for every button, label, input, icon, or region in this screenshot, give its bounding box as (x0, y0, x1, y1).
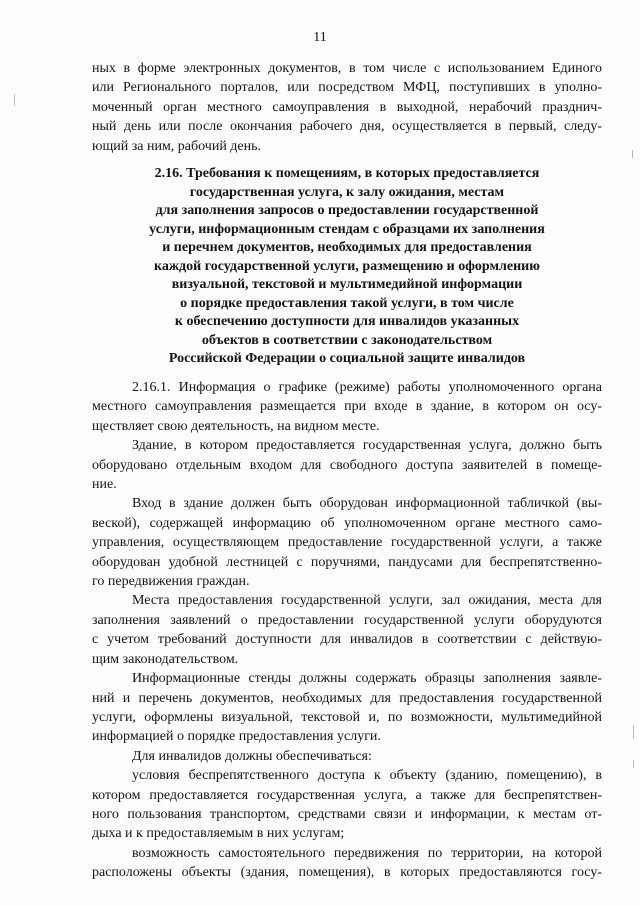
text-line: оборудован удобной лестницей с поручнями, пандусами для беспрепятственно- (92, 554, 602, 570)
text-line: управления, осуществляющем предоставление государственной услуги, а также (92, 535, 602, 551)
text-line: 2.16.1. Информация о графике (режиме) работы уполномоченного органа (132, 380, 602, 395)
text-line: го передвижения граждан. (92, 574, 250, 590)
text-line: котором предоставляется государственная услуга, а также для беспрепятствен- (92, 787, 602, 803)
paragraph (92, 844, 602, 883)
scan-artifact (14, 95, 15, 105)
text-line: оборудовано отдельным входом для свободного доступа заявителей в помеще- (92, 457, 602, 473)
section-heading (118, 165, 576, 369)
paragraph (92, 436, 602, 494)
page-number: 11 (313, 30, 327, 45)
paragraph (92, 669, 602, 747)
heading-line: Российской Федерации о социальной защите инвалидов (168, 351, 526, 366)
text-line: Вход в здание должен быть оборудован информационной табличкой (вы- (132, 496, 602, 512)
heading-line: и перечнем документов, необходимых для предоставления (162, 240, 532, 255)
text-line: веской), содержащей информацию об уполномоченном органе местного само- (92, 515, 602, 531)
text-line: услуги, оформлены визуальной, текстовой и, по возможности, мультимедийной (92, 709, 602, 725)
section-body (92, 378, 602, 883)
scan-artifact (633, 760, 634, 768)
text-line: Места предоставления государственной услуги, зал ожидания, места для (132, 593, 602, 609)
text-line: Для инвалидов должны обеспечиваться: (132, 748, 372, 764)
text-line: ный день или после окончания рабочего дня, осуществляется в первый, следу- (92, 119, 602, 135)
paragraph (92, 494, 602, 591)
text-line: заполнения заявлений о предоставлении государственной услуги оборудуются (92, 612, 602, 628)
text-line: дыха и к предоставляемым в них услугам; (92, 826, 345, 842)
text-line: местного самоуправления размещается при входе в здание, в котором он осу- (92, 399, 602, 415)
paragraph (92, 747, 602, 766)
text-line: Информационные стенды должны содержать образцы заполнения заявле- (132, 671, 602, 687)
heading-line: к обеспечению доступности для инвалидов указанных (174, 314, 520, 329)
paragraph (92, 591, 602, 669)
text-line: ществляет свою деятельность, на видном месте. (92, 418, 380, 434)
heading-line: каждой государственной услуги, размещению и оформлению (154, 258, 540, 274)
heading-line: о порядке предоставления такой услуги, в том числе (180, 295, 514, 311)
text-line: ного пользования транспортом, средствами связи и информации, к местам от- (92, 806, 602, 822)
text-line: информацией о порядке предоставления услуги. (92, 729, 381, 745)
paragraph (92, 766, 602, 844)
text-line: Здание, в котором предоставляется государственная услуга, должно быть (132, 438, 602, 454)
text-line: ние. (92, 477, 117, 493)
heading-line: 2.16. Требования к помещениям, в которых предоставляется (154, 166, 540, 181)
heading-line: государственная услуга, к залу ожидания, местам (189, 184, 505, 200)
paragraph (92, 378, 602, 436)
scan-artifact (632, 150, 633, 158)
text-line: условия беспрепятственного доступа к объекту (зданию, помещению), в (132, 768, 602, 784)
heading-line: для заполнения запросов о предоставлении государственной (155, 203, 539, 218)
heading-line: объектов в соответствии с законодательством (201, 332, 493, 348)
text-line: или Регионального порталов, или посредством МФЦ, поступивших в уполно- (92, 80, 602, 96)
text-line: щим законодательством. (92, 651, 239, 667)
intro-paragraph (92, 59, 602, 156)
text-line: ющий за ним, рабочий день. (92, 138, 262, 154)
heading-line: визуальной, текстовой и мультимедийной информации (171, 277, 523, 292)
text-line: ний и перечень документов, необходимых для предоставления государственной (92, 690, 602, 706)
text-line: возможность самостоятельного передвижения по территории, на которой (132, 845, 602, 861)
heading-line: услуги, информационным стендам с образцами их заполнения (149, 221, 545, 237)
text-line: с учетом требований доступности для инвалидов в соответствии с действую- (92, 632, 602, 648)
scan-artifact (633, 725, 634, 739)
text-line: ных в форме электронных документов, в том числе с использованием Единого (92, 61, 602, 76)
text-line: расположены объекты (здания, помещения), в которых предоставляются госу- (92, 865, 602, 881)
text-line: моченный орган местного самоуправления в выходной, нерабочий празднич- (92, 99, 602, 115)
